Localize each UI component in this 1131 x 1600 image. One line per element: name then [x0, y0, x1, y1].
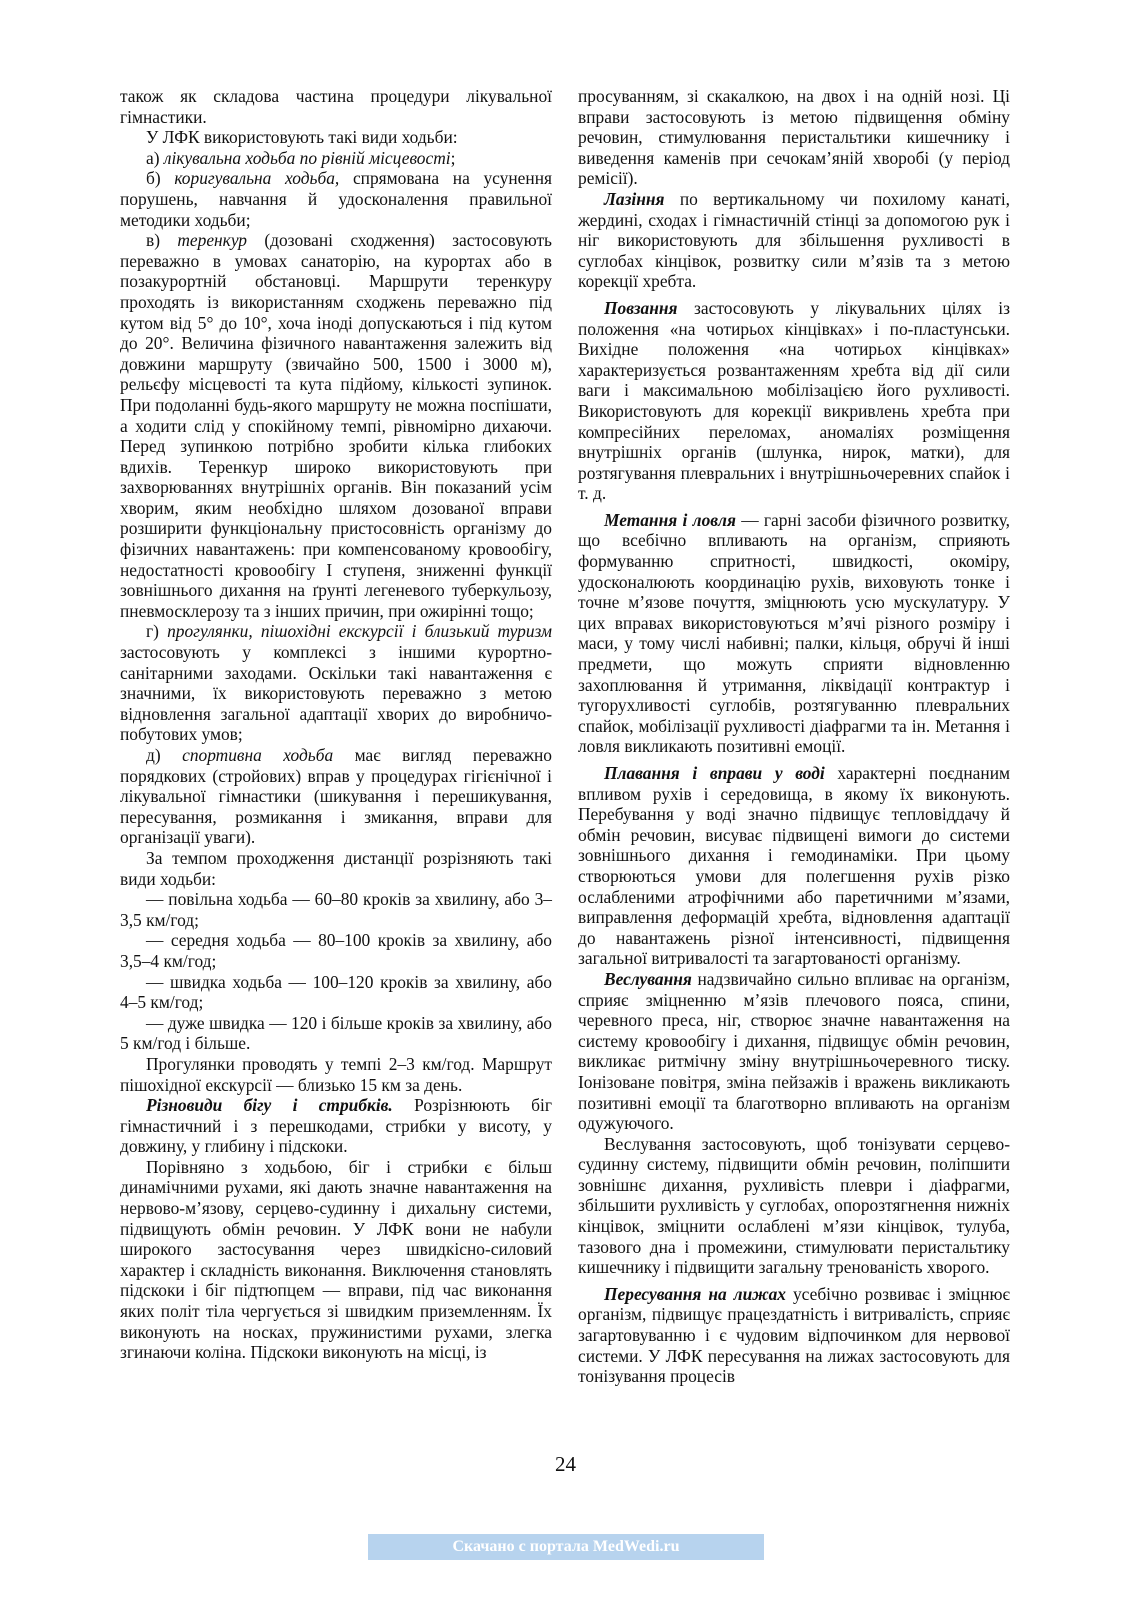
term: спортивна ходьба [182, 745, 334, 765]
paragraph: просуванням, зі скакалкою, на двох і на одній нозі. Ці вправи застосовують із метою підвищення обміну речовин, стимулювання перистальтики кишечнику і виведення каменів при сечокам’яній хворобі (у період ремісії). [578, 86, 1010, 189]
paragraph: У ЛФК використовують такі види ходьби: [146, 127, 458, 148]
term: Повзання [604, 297, 678, 318]
term: теренкур [177, 230, 247, 251]
paragraph: Лазіння по вертикальному чи похилому канаті, жердині, сходах і гімнастичній стінці за допомогою рук і ніг використовують для збільшення рухливості в суглобах кінцівок, розвитку сили м’язів та з метою корекції хребта. [578, 188, 1010, 292]
watermark-banner: Скачано с портала MedWedi.ru [368, 1534, 764, 1560]
right-column [578, 86, 1010, 1387]
term: коригувальна ходьба, [174, 168, 340, 189]
term: Веслування [604, 968, 692, 989]
list-item: а) лікувальна ходьба по рівній місцевості; [146, 147, 456, 168]
paragraph: Пересування на лижах усебічно розвиває і зміцнює організм, підвищує працездатність і витривалість, сприяє загартовуванню і є чудовим відпочинком для нервової системи. У ЛФК пересування на лижах застосовують для тонізування процесів [578, 1283, 1010, 1387]
term: Різновиди бігу і стрибків. [146, 1095, 393, 1116]
paragraph: також як складова частина процедури лікувальної гімнастики. [120, 86, 552, 127]
list-item: г) прогулянки, пішохідні екскурсії і близький туризм застосовують у комплексі з іншими курортно-санітарними заходами. Оскільки такі навантаження є значними, їх використовують переважно з метою відновлення загальної адаптації хворих до виробничо-побутових умов; [120, 621, 552, 745]
paragraph: За темпом проходження дистанції розрізняють такі види ходьби: [120, 847, 552, 889]
paragraph: Різновиди бігу і стрибків. Розрізнюють біг гімнастичний і з перешкодами, стрибки у висоту, у довжину, у глибину і підскоки. [120, 1095, 552, 1157]
list-item: — швидка ходьба — 100–120 кроків за хвилину, або 4–5 км/год; [120, 971, 552, 1013]
list-item: д) спортивна ходьба має вигляд переважно порядкових (стройових) вправ у процедурах гігієнічної і лікувальної гімнастики (шикування і перешикування, пересування, розмикання і змикання, вправи для організації уваги). [120, 745, 552, 848]
paragraph: Веслування застосовують, щоб тонізувати серцево-судинну систему, підвищити обмін речовин, поліпшити зовнішнє дихання, рухливість плеври і діафрагми, збільшити рухливість у суглобах, опорозтягнення нижніх кінцівок, зміцнити ослаблені м’язи кінцівок, тулуба, тазового дна і промежини, стимулювати перистальтику кишечнику і підвищити загальну тренованість хворого. [578, 1133, 1010, 1278]
term: лікувальна ходьба по рівній місцевості [163, 147, 451, 168]
term: Пересування на лижах [604, 1283, 786, 1304]
term: Плавання і вправи у воді [604, 763, 825, 783]
page-number: 24 [555, 1452, 576, 1476]
paragraph: Порівняно з ходьбою, біг і стрибки є більш динамічними рухами, які дають значне навантаження на нервово-м’язову, серцево-судинну і дихальну системи, підвищують обмін речовин. У ЛФК вони не набули широкого застосування через швидкісно-силовий характер і складність виконання. Виключення становлять підскоки і біг підтюпцем — вправи, під час виконання яких політ тіла чергується зі швидким приземленням. Їх виконують на носках, пружинистими рухами, злегка згинаючи коліна. Підскоки виконують на місці, із [120, 1156, 552, 1363]
term: Лазіння [604, 188, 665, 209]
paragraph: Повзання застосовують у лікувальних цілях із положення «на чотирьох кінцівках» і по-пластунськи. Вихідне положення «на чотирьох кінцівках» характеризується розвантаженням хребта від дії сили ваги і максимальною мобілізацією його рухливості. Використовують для корекції викривлень хребта при компресійних переломах, аномаліях розміщення внутрішніх органів (шлунка, нирок, матки), для розтягування плевральних і внутрішньочеревних спайок і т. д. [578, 297, 1010, 504]
list-item: — повільна ходьба — 60–80 кроків за хвилину, або 3–3,5 км/год; [120, 889, 552, 930]
paragraph: Веслування надзвичайно сильно впливає на організм, сприяє зміцненню м’язів плечового пояса, спини, черевного преса, ніг, створює значне навантаження на систему кровообігу і дихання, підвищує обмін речовин, викликає ритмічну зміну внутрішньочеревного тиску. Іонізоване повітря, зміна пейзажів і вражень викликають позитивні емоції та благотворно впливають на організм одужуючого. [578, 968, 1010, 1134]
list-item: б) коригувальна ходьба, спрямована на усунення порушень, навчання й удосконалення правильної методики ходьби; [120, 168, 553, 230]
paragraph: Метання і ловля — гарні засоби фізичного розвитку, що всебічно впливають на організм, сприяють формуванню спритності, швидкості, окоміру, удосконалюють координацію рухів, виховують тонке і точне м’язове почуття, зміцнюють усю мускулатуру. У цих вправах використовуються м’ячі різного розміру і маси, у тому числі набивні; палки, кільця, обручі й інші предмети, що можуть сприяти відновленню захоплювання й утримання, ліквідації контрактур і тугорухливості суглобів, розтягуванню плевральних спайок, мобілізації рухливості діафрагми та ін. Метання і ловля викликають позитивні емоції. [578, 509, 1010, 757]
paragraph: Прогулянки проводять у темпі 2–3 км/год. Маршрут пішохідної екскурсії — близько 15 км за день. [120, 1053, 552, 1095]
term: Метання і ловля [604, 509, 736, 530]
left-column [120, 86, 552, 1363]
paragraph: Плавання і вправи у воді характерні поєднаним впливом рухів і середовища, в якому їх виконують. Перебування у воді значно підвищує тепловіддачу й обмін речовин, висуває підвищені вимоги до системи зовнішнього дихання і гемодинаміки. При цьому створюються умови для полегшення рухів різко ослабленими атрофічними або паретичними м’язами, виправлення деформацій хребта, відновлення адаптації до навантажень різної інтенсивності, підвищення загальної витривалості та загартованості організму. [578, 763, 1010, 969]
list-item: в) теренкур (дозовані сходження) застосовують переважно в умовах санаторію, на курортах або в позакурортній обстановці. Маршрути теренкуру проходять із використанням сходжень переважно під кутом від 5° до 10°, хоча іноді допускаються і під кутом до 20°. Величина фізичного навантаження залежить від довжини маршруту (звичайно 500, 1500 і 3000 м), рельєфу місцевості та кута підйому, кількості зупинок. При подоланні будь-якого маршруту не можна поспішати, а ходити слід у спокійному темпі, рівномірно дихаючи. Перед зупинкою потрібно зробити кілька глибоких вдихів. Теренкур широко використовують при захворюваннях внутрішніх органів. Він показаний усім хворим, яким необхідно шляхом дозованої вправи розширити функціональну пристосовність організму до фізичних навантажень: при компенсованому кровообігу, недостатності кровообігу І ступеня, зниженні функції зовнішнього дихання на ґрунті легеневого туберкульозу, пневмосклерозу та з інших причин, при ожирінні тощо; [120, 230, 552, 621]
list-item: — дуже швидка — 120 і більше кроків за хвилину, або 5 км/год і більше. [120, 1012, 552, 1054]
list-item: — середня ходьба — 80–100 кроків за хвилину, або 3,5–4 км/год; [120, 930, 552, 971]
term: прогулянки, пішохідні екскурсії і близький туризм [167, 621, 552, 642]
